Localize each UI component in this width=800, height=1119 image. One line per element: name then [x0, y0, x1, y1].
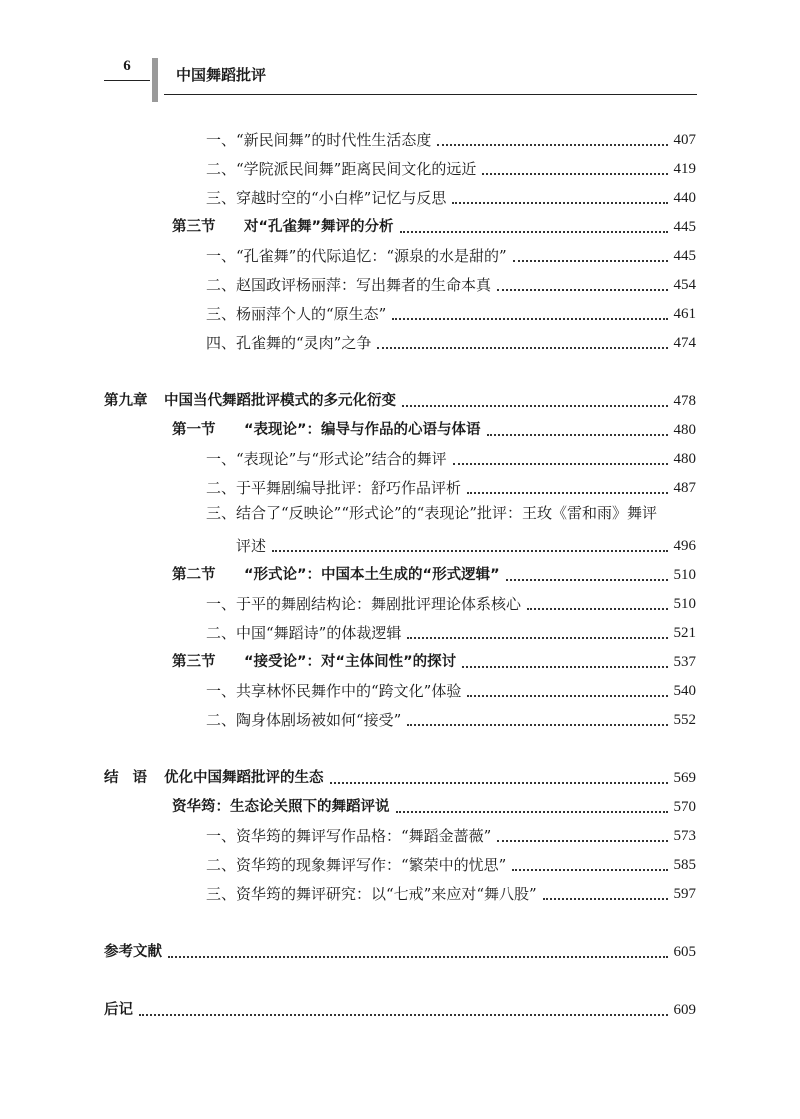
toc-entry-label: 二、陶身体剧场被如何“接受” [206, 711, 402, 729]
section-number: 第三节 [172, 654, 216, 670]
toc-entry-page: 419 [673, 161, 696, 177]
leader-dots [377, 347, 667, 349]
toc-entry [206, 126, 696, 150]
leader-dots [462, 666, 667, 668]
conclusion-label: 结语 [104, 770, 161, 786]
toc-section-entry [172, 561, 696, 585]
toc-entry [236, 532, 696, 556]
toc-entry-first-line: 三、结合了“反映论”“形式论”的“表现论”批评：王玫《雷和雨》舞评 [206, 504, 658, 522]
toc-entry-label: 一、“新民间舞”的时代性生活态度 [206, 131, 432, 149]
toc-entry [206, 880, 696, 904]
toc-chapter-entry [104, 938, 696, 962]
section-title: 资华筠：生态论关照下的舞蹈评说 [172, 799, 390, 815]
toc-section-entry [172, 213, 696, 237]
chapter-title: 后记 [104, 1002, 133, 1018]
toc-entry [206, 590, 696, 614]
toc-entry-label: 二、中国“舞蹈诗”的体裁逻辑 [206, 624, 402, 642]
chapter-title: 优化中国舞蹈批评的生态 [164, 770, 324, 786]
toc-entry-page: 480 [673, 451, 696, 467]
chapter-title: 参考文献 [104, 944, 162, 960]
toc-entry [206, 271, 696, 295]
toc-chapter-entry [104, 996, 696, 1020]
toc-entry [206, 155, 696, 179]
toc-entry-page: 487 [673, 480, 696, 496]
toc-section-entry [172, 793, 696, 817]
toc-entry-page: 569 [673, 770, 696, 786]
toc-entry [206, 822, 696, 846]
page-number: 6 [123, 58, 131, 74]
toc-entry-page: 573 [673, 828, 696, 844]
toc-entry-page: 521 [673, 625, 696, 641]
toc-entry-label: 评述 [236, 537, 267, 555]
chapter-title: 中国当代舞蹈批评模式的多元化衍变 [164, 393, 396, 409]
toc-entry-label: 二、于平舞剧编导批评：舒巧作品评析 [206, 479, 462, 497]
section-title: “接受论”：对“主体间性”的探讨 [244, 654, 457, 670]
toc-entry-page: 480 [673, 422, 696, 438]
toc-chapter-entry [104, 764, 696, 788]
leader-dots [437, 144, 667, 146]
toc-entry-page: 605 [673, 944, 696, 960]
toc-entry [206, 445, 696, 469]
toc-entry-page: 510 [673, 567, 696, 583]
toc-entry-label: 二、赵国政评杨丽萍：写出舞者的生命本真 [206, 276, 492, 294]
toc-entry-page: 537 [673, 654, 696, 670]
leader-dots [487, 434, 668, 436]
toc-entry [206, 677, 696, 701]
leader-dots [407, 637, 667, 639]
toc-entry-label: 二、“学院派民间舞”距离民间文化的远近 [206, 160, 477, 178]
section-number: 第二节 [172, 567, 216, 583]
leader-dots [497, 840, 667, 842]
toc-entry-page: 445 [673, 248, 696, 264]
toc-entry-page: 570 [673, 799, 696, 815]
leader-dots [512, 869, 667, 871]
leader-dots [543, 898, 668, 900]
leader-dots [467, 695, 667, 697]
leader-dots [330, 782, 668, 784]
leader-dots [482, 173, 667, 175]
leader-dots [453, 463, 668, 465]
leader-dots [527, 608, 667, 610]
leader-dots [392, 318, 667, 320]
toc-chapter-entry [104, 387, 696, 411]
toc-entry-page: 585 [673, 857, 696, 873]
section-number: 第三节 [172, 219, 216, 235]
toc-entry-page: 540 [673, 683, 696, 699]
toc-entry-page: 461 [673, 306, 696, 322]
toc-entry-page: 496 [673, 538, 696, 554]
toc-section-entry [172, 648, 696, 672]
toc-entry-label: 三、穿越时空的“小白桦”记忆与反思 [206, 189, 447, 207]
toc-entry-label: 一、资华筠的舞评写作品格：“舞蹈金蔷薇” [206, 827, 492, 845]
leader-dots [513, 260, 668, 262]
toc-entry-page: 474 [673, 335, 696, 351]
leader-dots [400, 231, 668, 233]
toc-section-entry [172, 416, 696, 440]
toc-entry [206, 329, 696, 353]
toc-entry-label: 一、于平的舞剧结构论：舞剧批评理论体系核心 [206, 595, 522, 613]
toc-entry-label: 四、孔雀舞的“灵肉”之争 [206, 334, 372, 352]
toc-entry [206, 474, 696, 498]
toc-entry-label: 一、共享林怀民舞作中的“跨文化”体验 [206, 682, 462, 700]
leader-dots [168, 956, 668, 958]
toc-entry-page: 609 [673, 1002, 696, 1018]
leader-dots [272, 550, 667, 552]
leader-dots [506, 579, 668, 581]
leader-dots [452, 202, 667, 204]
leader-dots [407, 724, 667, 726]
toc-entry-page: 510 [673, 596, 696, 612]
leader-dots [139, 1014, 668, 1016]
running-header-title: 中国舞蹈批评 [176, 66, 267, 84]
section-title: 对“孔雀舞”舞评的分析 [244, 219, 394, 235]
toc-entry-page: 597 [673, 886, 696, 902]
leader-dots [497, 289, 667, 291]
toc-entry-page: 440 [673, 190, 696, 206]
toc-entry-label: 二、资华筠的现象舞评写作：“繁荣中的忧思” [206, 856, 507, 874]
toc-entry [206, 851, 696, 875]
toc-entry-page: 445 [673, 219, 696, 235]
toc-entry-page: 552 [673, 712, 696, 728]
toc-entry [206, 300, 696, 324]
toc-entry-page: 454 [673, 277, 696, 293]
toc-entry-page: 478 [673, 393, 696, 409]
toc-entry [206, 619, 696, 643]
toc-entry-page: 407 [673, 132, 696, 148]
toc-entry-label: 三、资华筠的舞评研究：以“七戒”来应对“舞八股” [206, 885, 537, 903]
leader-dots [402, 405, 668, 407]
toc-entry [206, 242, 696, 266]
leader-dots [396, 811, 668, 813]
chapter-number: 第九章 [104, 393, 148, 409]
leader-dots [467, 492, 667, 494]
toc-entry-label: 一、“表现论”与“形式论”结合的舞评 [206, 450, 447, 468]
section-title: “形式论”：中国本土生成的“形式逻辑” [244, 567, 500, 583]
section-number: 第一节 [172, 422, 216, 438]
toc-entry-label: 三、杨丽萍个人的“原生态” [206, 305, 387, 323]
section-title: “表现论”：编导与作品的心语与体语 [244, 422, 481, 438]
toc-entry-label: 一、“孔雀舞”的代际追忆：“源泉的水是甜的” [206, 247, 507, 265]
toc-entry [206, 706, 696, 730]
toc-entry [206, 184, 696, 208]
